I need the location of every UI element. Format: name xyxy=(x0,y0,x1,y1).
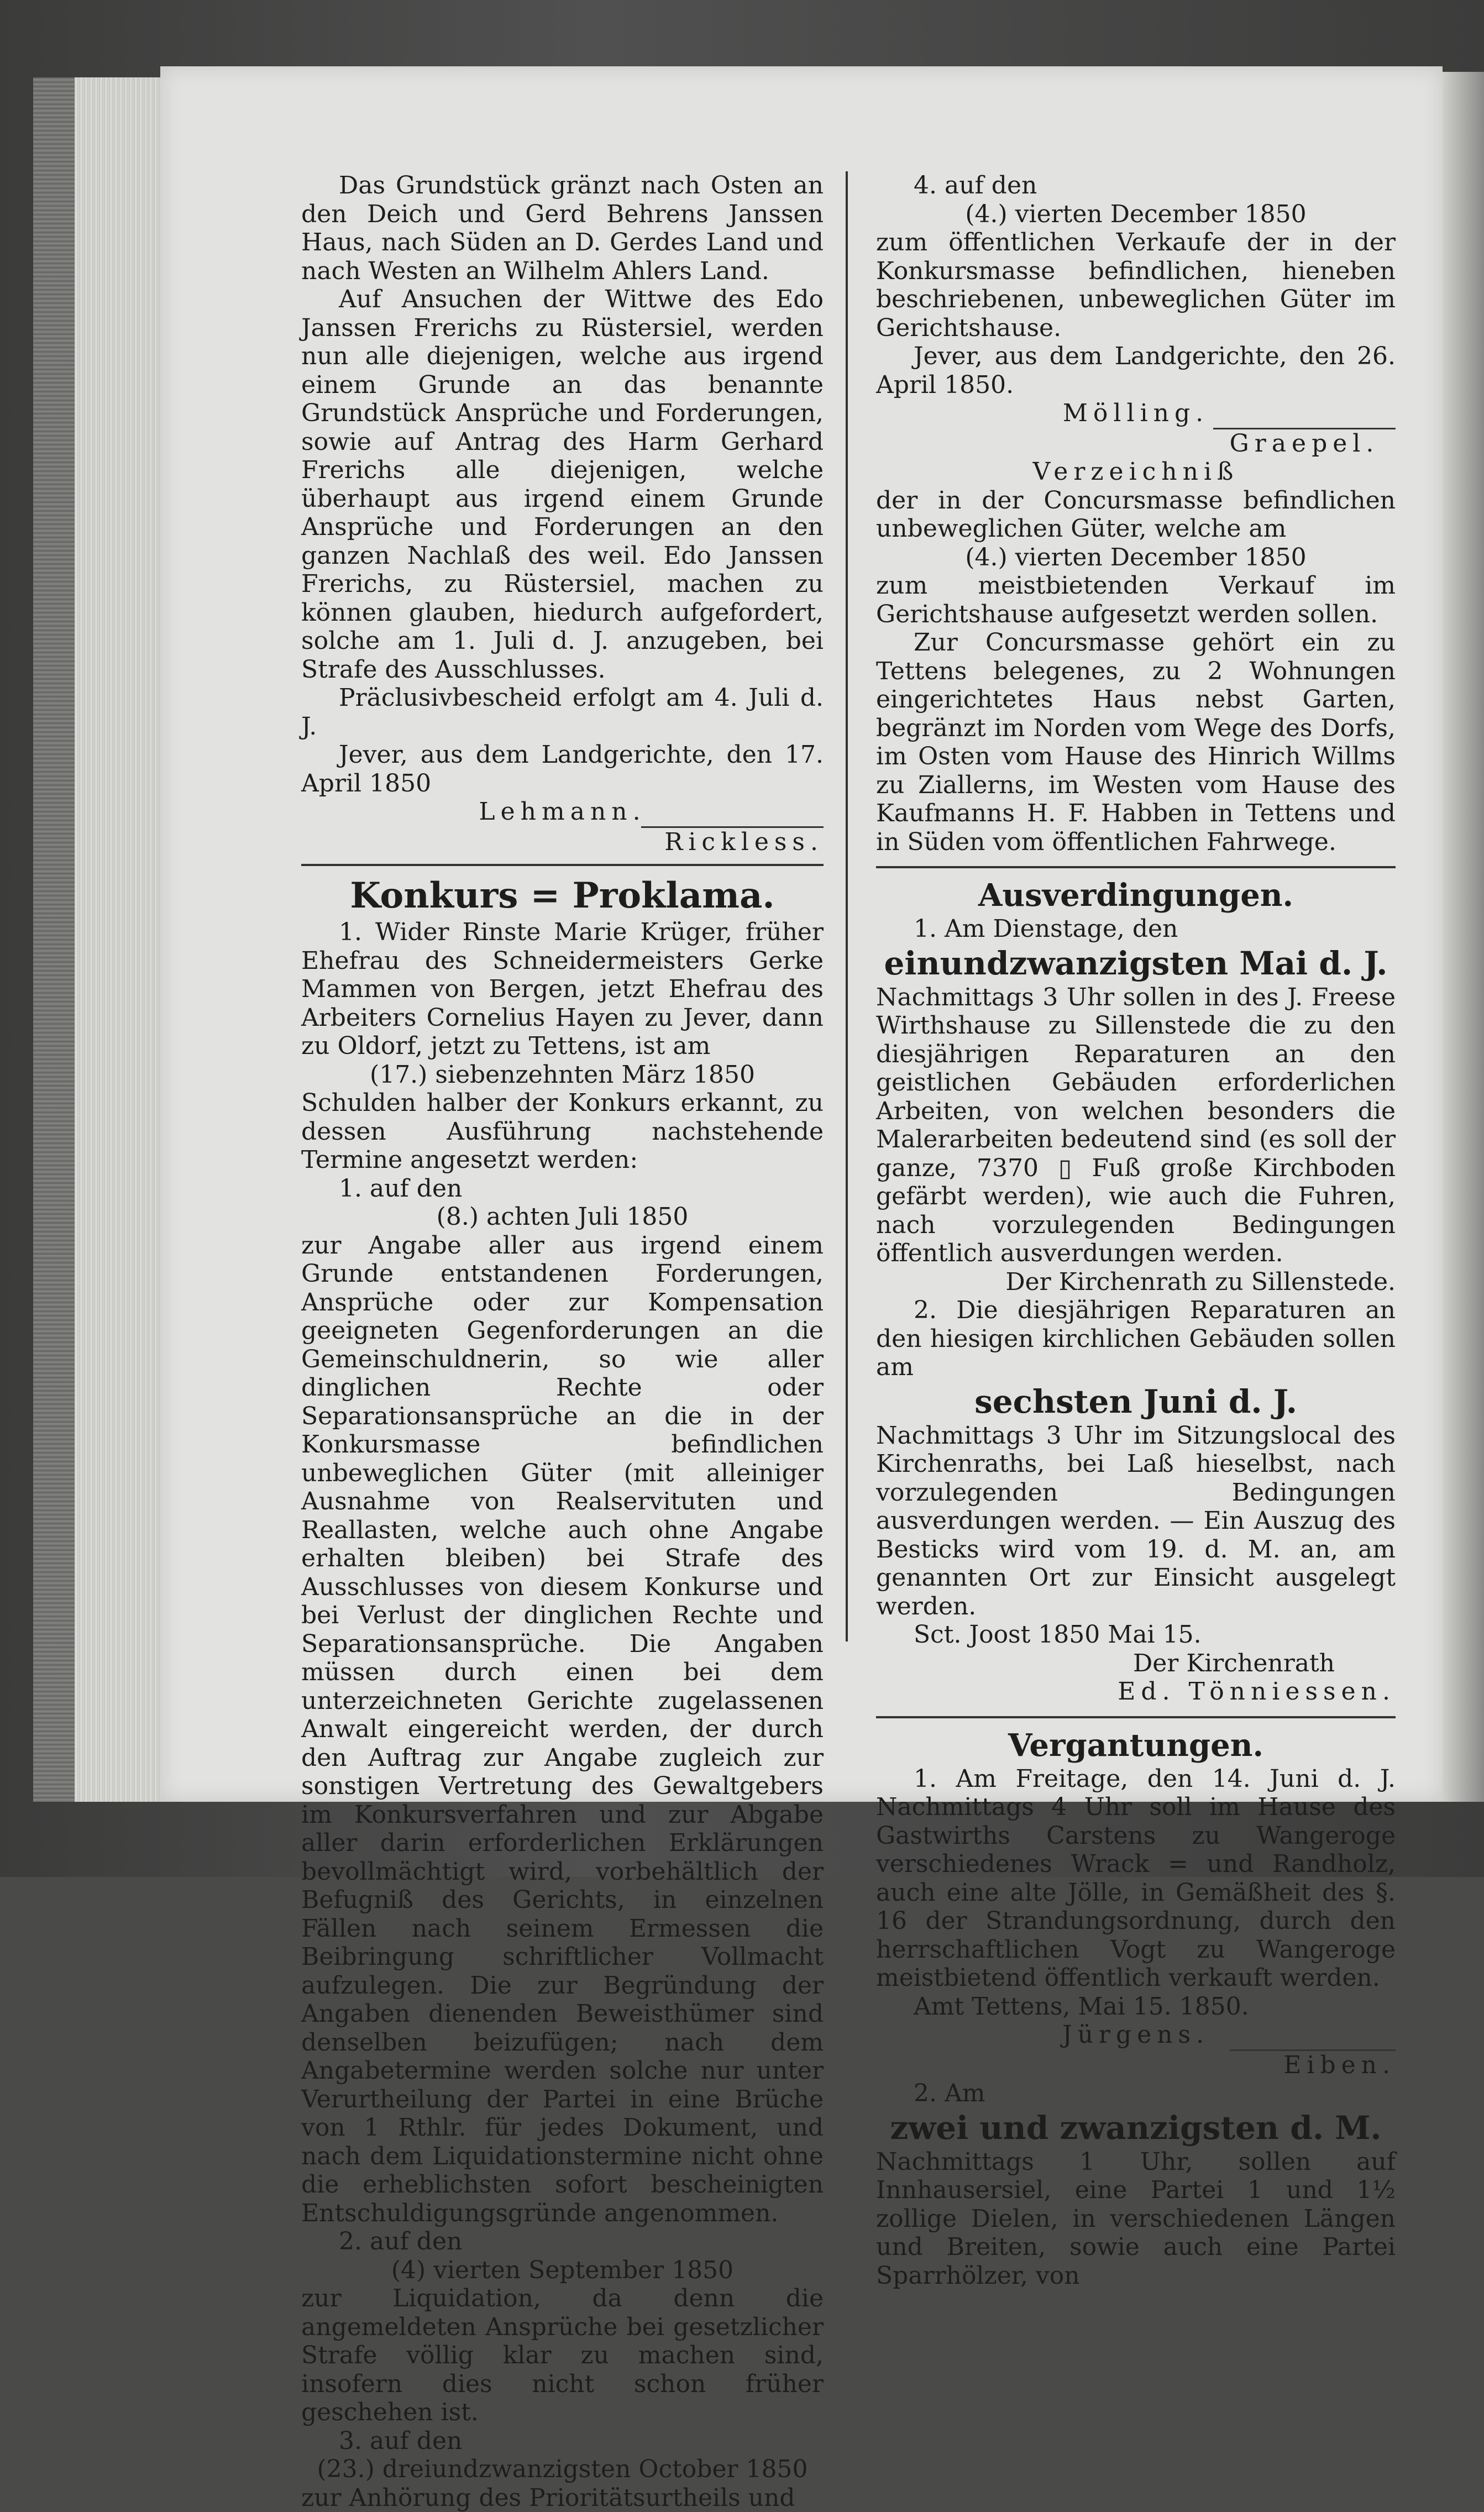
right-column xyxy=(876,171,1396,2290)
signature-rickless-row xyxy=(301,826,824,857)
signature-graepel: Graepel. xyxy=(1213,429,1396,458)
konkurs-paragraph-1: 1. Wider Rinste Marie Krüger, früher Ehefrau des Schneidermeisters Gerke Mammen von Bergen, jetzt Ehefrau des Arbeiters Cornelius Hayen zu Jever, dann zu Oldorf, jetzt zu Tettens, ist am xyxy=(301,918,824,1061)
term-3-label: 3. auf den xyxy=(301,2427,824,2456)
term-1-date: (8.) achten Juli 1850 xyxy=(301,1203,824,1231)
term-3-date: (23.) dreiundzwanzigsten October 1850 xyxy=(301,2455,824,2484)
left-column xyxy=(301,171,824,2512)
ausverdingung-2-sig-2: Ed. Tönniessen. xyxy=(876,1677,1396,1706)
signature-moelling: Mölling. xyxy=(876,399,1396,428)
book-spine xyxy=(33,77,75,1802)
paragraph-preclusion: Präclusivbescheid erfolgt am 4. Juli d. J. xyxy=(301,684,824,741)
term-2-date: (4) vierten September 1850 xyxy=(301,2256,824,2285)
ausverdingung-2-place: Sct. Joost 1850 Mai 15. xyxy=(876,1621,1396,1649)
ausverdingung-2-text: Nachmittags 3 Uhr im Sitzungslocal des Kirchenraths, bei Laß hieselbst, nach vorzulegenden Bedingungen ausverdungen werden. — Ein Auszug des Besticks wird vom 19. d. M. an, am genannten Ort zur Einsicht ausgelegt werden. xyxy=(876,1422,1396,1621)
vergantung-1-sig-2: Eiben. xyxy=(1230,2051,1396,2080)
verzeichnis-text-3: Zur Concursmasse gehört ein zu Tettens belegenes, zu 2 Wohnungen eingerichtetes Haus nebst Garten, begränzt im Norden vom Wege des Dorfs, im Osten vom Hause des Hinrich Willms zu Ziallerns, im Westen vom Hause des Kaufmanns H. F. Habben in Tettens und in Süden vom öffentlichen Fahrwege. xyxy=(876,628,1396,856)
term-4-label: 4. auf den xyxy=(876,171,1396,200)
vergantung-2-text: Nachmittags 1 Uhr, sollen auf Innhausersiel, eine Partei 1 und 1½ zollige Dielen, in verschiedenen Längen und Breiten, sowie auch eine Partei Sparrhölzer, von xyxy=(876,2148,1396,2290)
signature-rickless: Rickless. xyxy=(641,828,824,857)
konkurs-paragraph-2: Schulden halber der Konkurs erkannt, zu dessen Ausführung nachstehende Termine angesetzt werden: xyxy=(301,1089,824,1174)
ausverdingung-1-label: 1. Am Dienstage, den xyxy=(876,915,1396,943)
signature-graepel-block xyxy=(1213,428,1396,458)
heading-konkurs-proklama: Konkurs = Proklama. xyxy=(301,874,824,918)
signature-graepel-row xyxy=(876,428,1396,458)
vergantung-sig-row xyxy=(876,2049,1396,2080)
ausverdingung-2-date: sechsten Juni d. J. xyxy=(876,1382,1396,1422)
ausverdingung-1-text: Nachmittags 3 Uhr sollen in des J. Freese Wirthshause zu Sillenstede die zu den diesjährigen Reparaturen an den geistlichen Gebäuden erforderlichen Arbeiten, von welchen besonders die Malerarbeiten bedeutend sind (es soll der ganze, 7370 ▯ Fuß große Kirchboden gefärbt werden), wie auch die Fuhren, nach vorzulegenden Bedingungen öffentlich ausverdungen werden. xyxy=(876,983,1396,1268)
section-divider xyxy=(301,864,824,866)
heading-vergantungen: Vergantungen. xyxy=(876,1726,1396,1765)
column-divider xyxy=(846,171,848,1642)
facing-page-edge xyxy=(1443,72,1484,1802)
ausverdingung-2-label: 2. Die diesjährigen Reparaturen an den hiesigen kirchlichen Gebäuden sollen am xyxy=(876,1296,1396,1382)
term-4-date: (4.) vierten December 1850 xyxy=(876,200,1396,229)
heading-ausverdingungen: Ausverdingungen. xyxy=(876,876,1396,915)
vergantung-1-place: Amt Tettens, Mai 15. 1850. xyxy=(876,1992,1396,2021)
verzeichnis-date: (4.) vierten December 1850 xyxy=(876,543,1396,572)
vergantung-2-label: 2. Am xyxy=(876,2079,1396,2108)
signature-rickless-block xyxy=(641,826,824,857)
term-3-text: zur Anhörung des Prioritätsurtheils und xyxy=(301,2484,824,2512)
ausverdingung-2-sig-1: Der Kirchenrath xyxy=(876,1649,1396,1678)
term-1-text: zur Angabe aller aus irgend einem Grunde entstandenen Forderungen, Ansprüche oder zur Kompensation geeigneten Gegenforderungen an die Gemeinschuldnerin, so wie aller dinglichen Rechte oder Separationsansprüche an die in der Konkursmasse befindlichen unbeweglichen Güter (mit alleiniger Ausnahme von Realservituten und Reallasten, welche auch ohne Angabe erhalten bleiben) bei Strafe des Ausschlusses von diesem Konkurse und bei Verlust der dinglichen Rechte und Separationsansprüche. Die Angaben müssen durch einen bei dem unterzeichneten Gerichte zugelassenen Anwalt eingereicht werden, der durch den Auftrag zur Angabe zugleich zur sonstigen Vertretung des Gewaltgebers im Konkursverfahren und zur Abgabe aller darin erforderlichen Erklärungen bevollmächtigt wird, vorbehältlich der Befugniß des Gerichts, in einzelnen Fällen nach seinem Ermessen die Beibringung schriftlicher Vollmacht aufzulegen. Die zur Begründung der Angaben dienenden Beweisthümer sind denselben beizufügen; nach dem Angabetermine werden solche nur unter Verurtheilung der Partei in eine Brüche von 1 Rthlr. für jedes Dokument, und nach dem Liquidationstermine nicht ohne die erheblichsten sofort bescheinigten Entschuldigungsgründe angenommen. xyxy=(301,1231,824,2228)
paragraph-property: Das Grundstück gränzt nach Osten an den Deich und Gerd Behrens Janssen Haus, nach Süden an D. Gerdes Land und nach Westen an Wilhelm Ahlers Land. xyxy=(301,171,824,285)
paragraph-summons: Auf Ansuchen der Wittwe des Edo Janssen Frerichs zu Rüstersiel, werden nun alle diejenigen, welche aus irgend einem Grunde an das benannte Grundstück Ansprüche und Forderungen, sowie auf Antrag des Harm Gerhard Frerichs alle diejenigen, welche überhaupt aus irgend einem Grunde Ansprüche und Forderungen an den ganzen Nachlaß des weil. Edo Janssen Frerichs, zu Rüstersiel, machen zu können glauben, hiedurch aufgefordert, solche am 1. Juli d. J. anzugeben, bei Strafe des Ausschlusses. xyxy=(301,285,824,684)
term-4-text: zum öffentlichen Verkaufe der in der Konkursmasse befindlichen, hieneben beschriebenen, unbeweglichen Güter im Gerichtshause. xyxy=(876,228,1396,342)
verzeichnis-title: Verzeichniß xyxy=(876,458,1396,486)
section-divider-right-2 xyxy=(876,1716,1396,1718)
vergantung-1-text: 1. Am Freitage, den 14. Juni d. J. Nachmittags 4 Uhr soll im Hause des Gastwirths Carstens zu Wangeroge verschiedenes Wrack = und Randholz, auch eine alte Jölle, in Gemäßheit des §. 16 der Strandungsordnung, durch den herrschaftlichen Vogt zu Wangeroge meistbietend öffentlich verkauft werden. xyxy=(876,1765,1396,1992)
vergantung-2-date: zwei und zwanzigsten d. M. xyxy=(876,2108,1396,2148)
ausverdingung-1-signature: Der Kirchenrath zu Sillenstede. xyxy=(876,1268,1396,1297)
signature-lehmann: Lehmann. xyxy=(301,798,824,826)
term-1-label: 1. auf den xyxy=(301,1174,824,1203)
term-2-text: zur Liquidation, da denn die angemeldeten Ansprüche bei gesetzlicher Strafe völlig klar zu machen sind, insofern dies nicht schon früher geschehen ist. xyxy=(301,2284,824,2427)
verzeichnis-text-2: zum meistbietenden Verkauf im Gerichtshause aufgesetzt werden sollen. xyxy=(876,571,1396,628)
place-date-line-right: Jever, aus dem Landgerichte, den 26. April 1850. xyxy=(876,342,1396,399)
term-2-label: 2. auf den xyxy=(301,2227,824,2256)
ausverdingung-1-date: einundzwanzigsten Mai d. J. xyxy=(876,943,1396,983)
place-date-line: Jever, aus dem Landgerichte, den 17. April 1850 xyxy=(301,741,824,798)
verzeichnis-text: der in der Concursmasse befindlichen unbeweglichen Güter, welche am xyxy=(876,486,1396,543)
vergantung-1-sig-1: Jürgens. xyxy=(876,2021,1396,2049)
konkurs-date-1: (17.) siebenzehnten März 1850 xyxy=(301,1061,824,1089)
vergantung-sig-block xyxy=(1230,2049,1396,2080)
section-divider-right-1 xyxy=(876,866,1396,868)
